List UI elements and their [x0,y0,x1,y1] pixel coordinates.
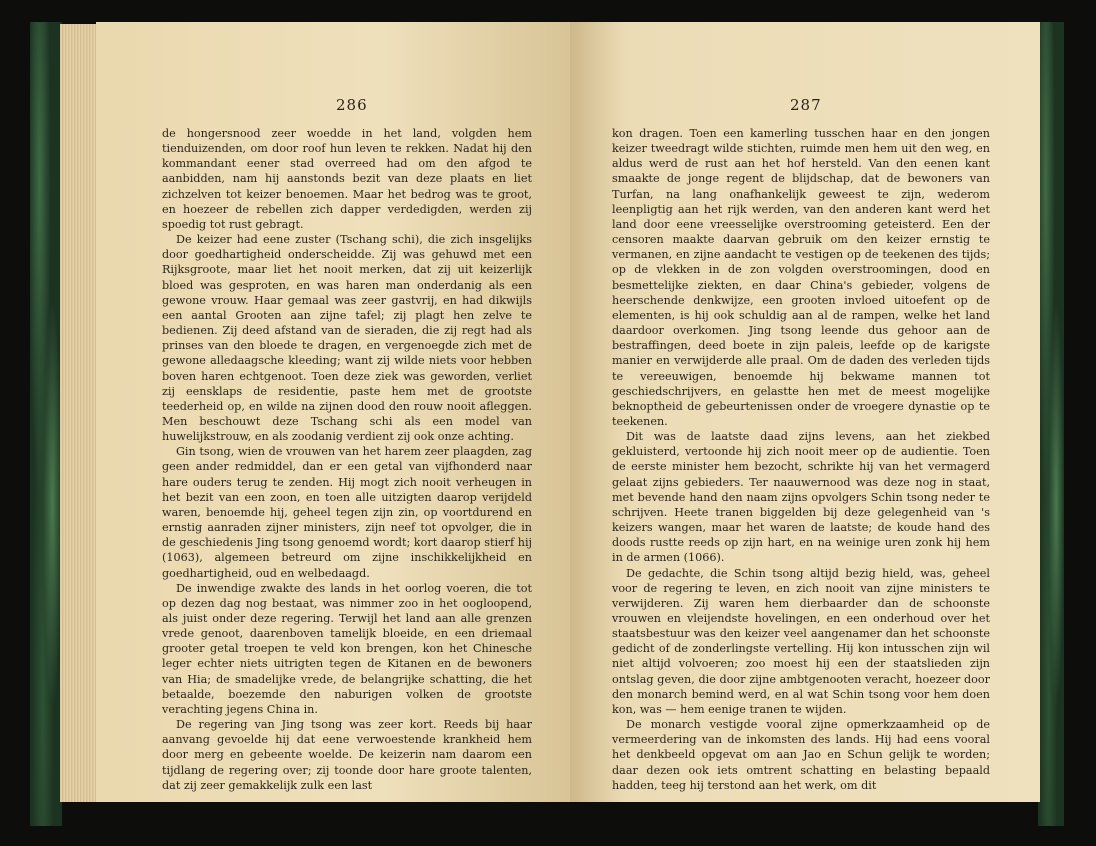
paragraph: De gedachte, die Schin tsong altijd bezig hield, was, geheel voor de regering te leven, en zich nooit van zijne ministers te verwijderen. Zij waren hem dierbaarder dan de schoonste vrouwen en vleijendste hovelingen, en een onderhoud over het staatsbestuur was den keizer veel aangenamer dan het schoonste gedicht of de zonderlingste vertelling. Hij kon intusschen zijn wil niet altijd volvoeren; zoo moest hij een der staatslieden zijn ontslag geven, die door zijne ambtgenooten veracht, hoezeer door den monarch bemind werd, en al wat Schin tsong voor hem doen kon, was — hem eenige tranen te wijden. [612,566,990,716]
page-edges [60,24,98,802]
paragraph: kon dragen. Toen een kamerling tusschen haar en den jongen keizer tweedragt wilde stichten, ruimde men hem uit den weg, en aldus werd de rust aan het hof hersteld. Van den eenen kant smaakte de jonge regent de blijdschap, dat de bewoners van Turfan, na lang onafhankelijk geweest te zijn, wederom leenpligtig aan het rijk werden, van den anderen kant werd het land door eene vreesselijke overstrooming geteisterd. Een der censoren maakte daarvan gebruik om den keizer ernstig te vermanen, en zijne aandacht te vestigen op de teekenen des tijds; op de vlekken in de zon volgden overstroomingen, dood en besmettelijke ziekten, en daar China's gebieder, volgens de heerschende denkwijze, een grooten invloed uitoefent op de elementen, is hij ook schuldig aan al de rampen, welke het land daardoor overkomen. Jing tsong leende dus gehoor aan de bestraffingen, deed boete in zijn paleis, leefde op de karigste manier en verwijderde alle praal. Om de daden des verleden tijds te vereeuwigen, benoemde hij bekwame mannen tot geschiedschrijvers, en gelastte hen met de meest mogelijke beknoptheid de gebeurtenissen onder de vroegere dynastie op te teekenen. [612,127,990,428]
left-page [96,22,570,802]
paragraph: De regering van Jing tsong was zeer kort. Reeds bij haar aanvang gevoelde hij dat eene verwoestende krankheid hem door merg en gebeente woelde. De keizerin nam daarom een tijdlang de regering over; zij toonde door hare groote talenten, dat zij zeer gemakkelijk zulk een last [162,718,532,792]
right-page [570,22,1040,802]
paragraph: De monarch vestigde vooral zijne opmerkzaamheid op de vermeerdering van de inkomsten des lands. Hij had eens vooral het denkbeeld opgevat om aan Jao en Schun gelijk te worden; daar dezen ook iets omtrent schatting en belasting bepaald hadden, teeg hij terstond aan het werk, om dit [612,718,990,792]
left-page-text [162,126,532,793]
paragraph: Dit was de laatste daad zijns levens, aan het ziekbed gekluisterd, vertoonde hij zich nooit meer op de audientie. Toen de eerste minister hem bezocht, schrikte hij van het vermagerd gelaat zijns gebieders. Ter naauwernood was deze nog in staat, met bevende hand den naam zijns opvolgers Schin tsong neder te schrijven. Heete tranen biggelden bij deze gelegenheid van 's keizers wangen, maar het waren de laatste; de koude hand des doods rustte reeds op zijn hart, en na weinige uren zonk hij hem in de armen (1066). [612,430,990,565]
paragraph: De keizer had eene zuster (Tschang schi), die zich insgelijks door goedhartigheid onderscheidde. Zij was gehuwd met een Rijksgroote, maar liet het nooit merken, dat zij uit keizerlijk bloed was gesproten, en was haren man onderdanig als een gewone vrouw. Haar gemaal was zeer gastvrij, en had dikwijls een aantal Grooten aan zijne tafel; zij plagt hen zelve te bedienen. Zij deed afstand van de sieraden, die zij regt had als prinses van den bloede te dragen, en vergenoegde zich met de gewone alledaagsche kleeding; want zij wilde niets voor hebben boven haren echtgenoot. Toen deze ziek was geworden, verliet zij eensklaps de residentie, paste hem met de grootste teederheid op, en wilde na zijnen dood den rouw nooit afleggen. Men beschouwt deze Tschang schi als een model van huwelijkstrouw, en als zoodanig verdient zij ook onze achting. [162,233,532,444]
cover-marble-left [30,22,62,826]
right-page-text [612,126,990,793]
cover-marble-right [1038,22,1064,826]
right-page-number: 287 [790,96,822,114]
paragraph: de hongersnood zeer woedde in het land, volgden hem tienduizenden, om door roof hun leven te rekken. Nadat hij den kommandant eener stad overreed had om den afgod te aanbidden, nam hij aanstonds bezit van deze plaats en liet zichzelven tot keizer benoemen. Maar het bedrog was te groot, en hoezeer de rebellen zich dapper verdedigden, werden zij spoedig tot rust gebragt. [162,127,532,231]
paragraph: De inwendige zwakte des lands in het oorlog voeren, die tot op dezen dag nog bestaat, was nimmer zoo in het oogloopend, als juist onder deze regering. Terwijl het land aan alle grenzen vrede genoot, daarenboven tamelijk bloeide, en een driemaal grooter getal troepen te veld kon brengen, kon het Chinesche leger echter niets uitrigten tegen de Kitanen en de bewoners van Hia; de smadelijke vrede, de belangrijke schatting, die het betaalde, boezemde den naburigen volken de grootste verachting jegens China in. [162,581,532,716]
paragraph: Gin tsong, wien de vrouwen van het harem zeer plaagden, zag geen ander redmiddel, dan er een getal van vijfhonderd naar hare ouders terug te zenden. Hij mogt zich nooit verheugen in het bezit van een zoon, en toen alle uitzigten daarop verijdeld waren, benoemde hij, geheel tegen zijn zin, op voortdurend en ernstig aanraden zijner ministers, zijn neef tot opvolger, die in de geschiedenis Jing tsong genoemd wordt; kort daarop stierf hij (1063), algemeen betreurd om zijne inschikkelijkheid en goedhartigheid, oud en welbedaagd. [162,445,532,580]
left-page-number: 286 [336,96,368,114]
